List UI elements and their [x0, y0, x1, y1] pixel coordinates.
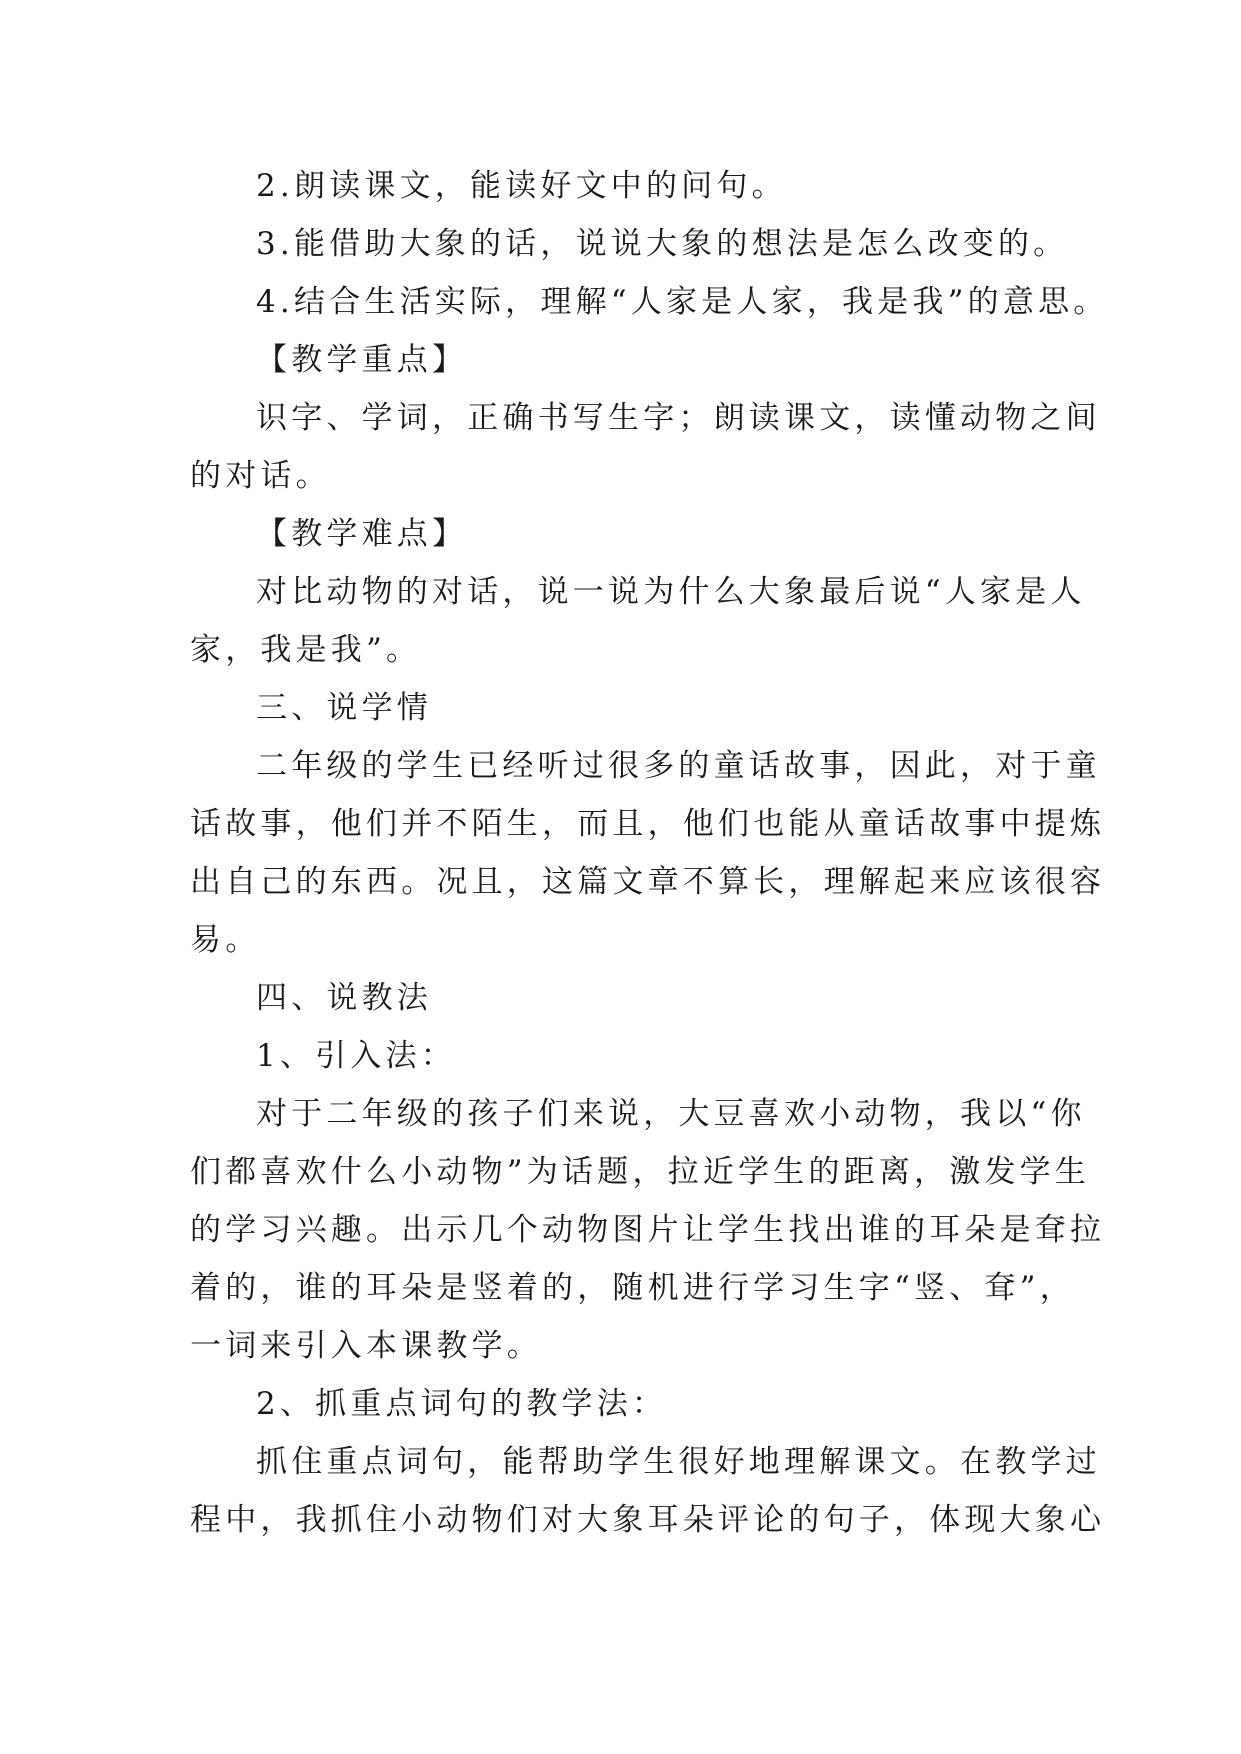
text-line: 2、抓重点词句的教学法：: [256, 1386, 668, 1422]
text-line: 出自己的东西。况且，这篇文章不算长，理解起来应该很容: [190, 864, 1106, 900]
text-line: 识字、学词，正确书写生字；朗读课文，读懂动物之间: [256, 400, 1101, 436]
text-line: 们都喜欢什么小动物”为话题，拉近学生的距离，激发学生: [190, 1154, 1091, 1190]
text-line: 抓住重点词句，能帮助学生很好地理解课文。在教学过: [256, 1444, 1101, 1480]
text-line: 易。: [190, 922, 261, 958]
text-line: 二年级的学生已经听过很多的童话故事，因此，对于童: [256, 748, 1101, 784]
text-line: 着的，谁的耳朵是竖着的，随机进行学习生字“竖、耷”，: [190, 1270, 1075, 1306]
text-line: 的对话。: [190, 458, 331, 494]
text-line: 4.结合生活实际，理解“人家是人家，我是我”的意思。: [256, 284, 1109, 320]
text-line: 对比动物的对话，说一说为什么大象最后说“人家是人: [256, 574, 1086, 610]
text-line: 【教学难点】: [256, 516, 468, 552]
text-line: 话故事，他们并不陌生，而且，他们也能从童话故事中提炼: [190, 806, 1106, 842]
text-line: 3.能借助大象的话，说说大象的想法是怎么改变的。: [256, 226, 1069, 262]
text-line: 三、说学情: [256, 690, 432, 726]
text-line: 一词来引入本课教学。: [190, 1328, 542, 1364]
text-line: 【教学重点】: [256, 342, 468, 378]
text-line: 四、说教法: [256, 980, 432, 1016]
text-line: 的学习兴趣。出示几个动物图片让学生找出谁的耳朵是耷拉: [190, 1212, 1106, 1248]
text-line: 程中，我抓住小动物们对大象耳朵评论的句子，体现大象心: [190, 1502, 1106, 1538]
text-line: 2.朗读课文，能读好文中的问句。: [256, 168, 787, 204]
document-body: [190, 157, 1109, 1549]
text-line: 家，我是我”。: [190, 632, 422, 668]
text-line: 1、引入法：: [256, 1038, 456, 1074]
text-line: 对于二年级的孩子们来说，大豆喜欢小动物，我以“你: [256, 1096, 1086, 1132]
